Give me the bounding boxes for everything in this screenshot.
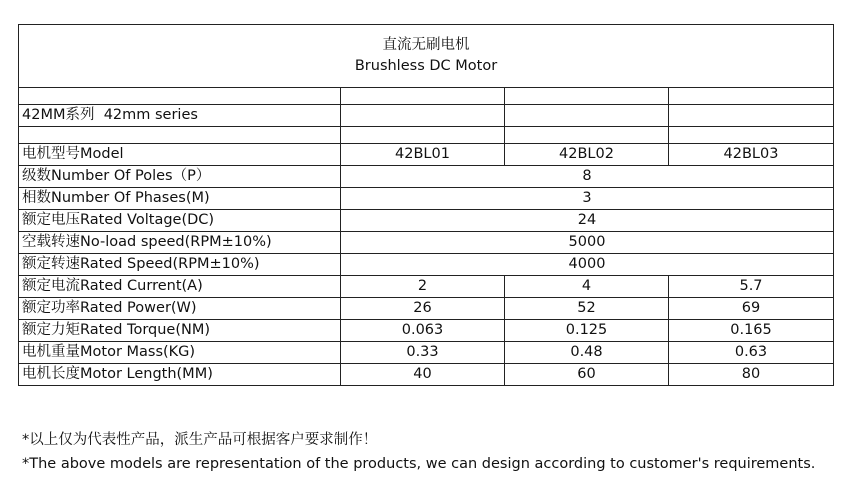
row-motor-length (19, 364, 834, 386)
row-value: 0.125 (505, 320, 669, 342)
row-value: 4 (505, 276, 669, 298)
row-value: 40 (341, 364, 505, 386)
row-value: 24 (341, 210, 834, 232)
row-rated-torque (19, 320, 834, 342)
blank-row (19, 127, 834, 144)
row-phases (19, 188, 834, 210)
blank-row (19, 88, 834, 105)
row-label: 电机长度Motor Length(MM) (19, 364, 341, 386)
row-label: 额定电流Rated Current(A) (19, 276, 341, 298)
table-title (19, 25, 834, 88)
row-label: 额定力矩Rated Torque(NM) (19, 320, 341, 342)
series-label: 42MM系列 42mm series (19, 105, 341, 127)
table-title-row (19, 25, 834, 88)
row-value: 4000 (341, 254, 834, 276)
model-label: 电机型号Model (19, 144, 341, 166)
row-no-load-speed (19, 232, 834, 254)
row-label: 额定功率Rated Power(W) (19, 298, 341, 320)
row-rated-power (19, 298, 834, 320)
row-rated-voltage (19, 210, 834, 232)
row-rated-speed (19, 254, 834, 276)
row-label: 电机重量Motor Mass(KG) (19, 342, 341, 364)
row-rated-current (19, 276, 834, 298)
title-cn: 直流无刷电机 (382, 37, 470, 53)
model-header-row (19, 144, 834, 166)
row-poles (19, 166, 834, 188)
motor-spec-table (18, 24, 834, 386)
row-label: 级数Number Of Poles（P） (19, 166, 341, 188)
row-value: 69 (669, 298, 834, 320)
footnotes (22, 428, 815, 476)
row-label: 额定电压Rated Voltage(DC) (19, 210, 341, 232)
row-value: 2 (341, 276, 505, 298)
row-value: 26 (341, 298, 505, 320)
row-value: 0.63 (669, 342, 834, 364)
row-label: 额定转速Rated Speed(RPM±10%) (19, 254, 341, 276)
row-value: 8 (341, 166, 834, 188)
series-row (19, 105, 834, 127)
row-value: 0.063 (341, 320, 505, 342)
row-value: 5000 (341, 232, 834, 254)
model-42bl02: 42BL02 (505, 144, 669, 166)
model-42bl03: 42BL03 (669, 144, 834, 166)
row-label: 空载转速No-load speed(RPM±10%) (19, 232, 341, 254)
model-42bl01: 42BL01 (341, 144, 505, 166)
row-value: 0.33 (341, 342, 505, 364)
row-motor-mass (19, 342, 834, 364)
footnote-cn: *以上仅为代表性产品，派生产品可根据客户要求制作！ (22, 432, 378, 448)
row-value: 5.7 (669, 276, 834, 298)
row-value: 80 (669, 364, 834, 386)
row-value: 3 (341, 188, 834, 210)
row-value: 0.165 (669, 320, 834, 342)
footnote-en: *The above models are representation of the products, we can design according to customer's requirements. (22, 456, 816, 472)
row-value: 52 (505, 298, 669, 320)
title-en: Brushless DC Motor (354, 58, 498, 74)
row-value: 60 (505, 364, 669, 386)
row-label: 相数Number Of Phases(M) (19, 188, 341, 210)
row-value: 0.48 (505, 342, 669, 364)
